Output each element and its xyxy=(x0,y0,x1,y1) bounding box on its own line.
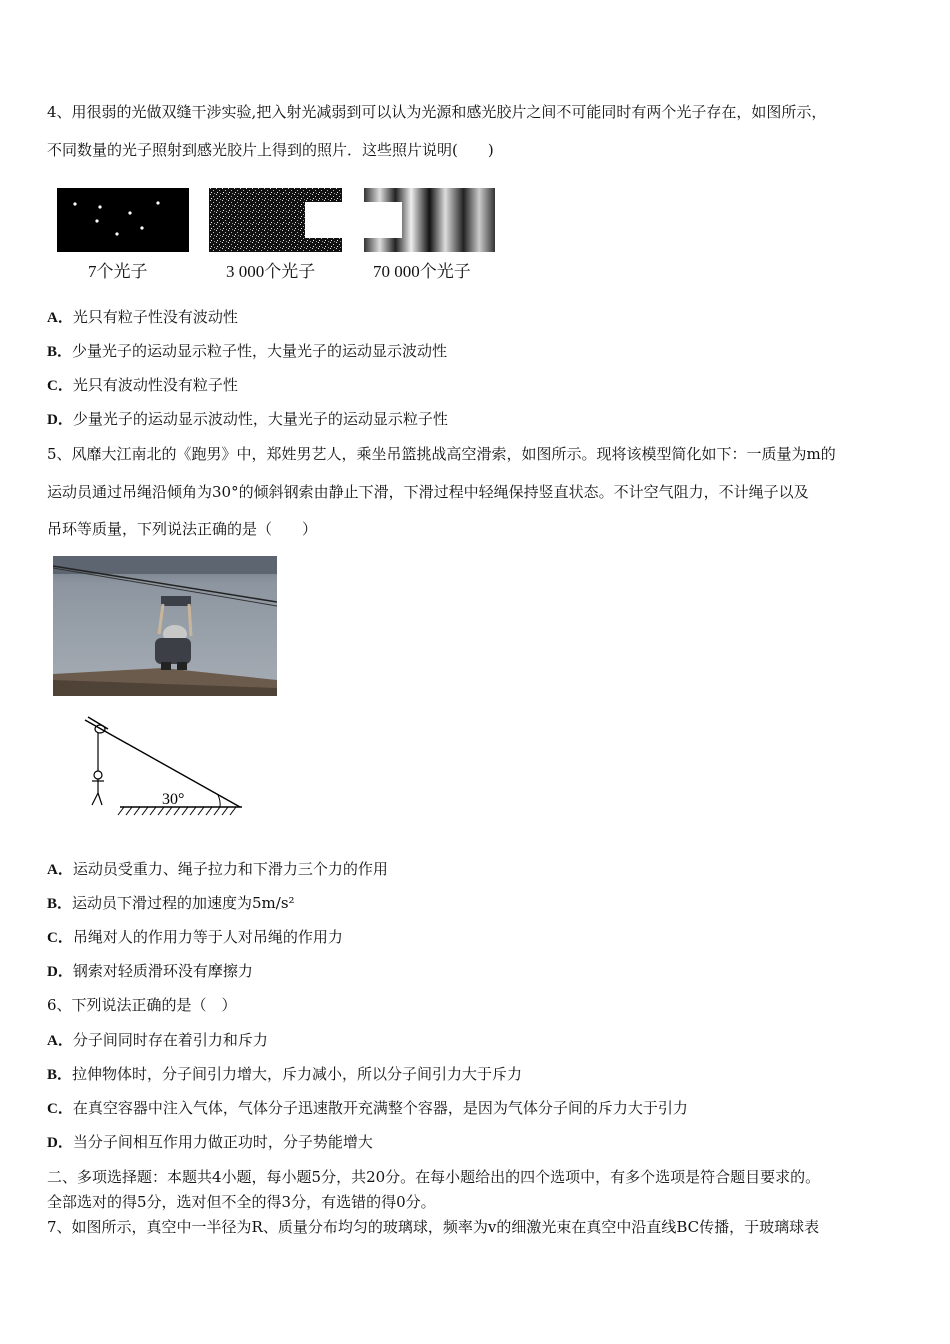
q4-option-d: D．少量光子的运动显示波动性，大量光子的运动显示粒子性 xyxy=(47,410,448,428)
caption-3000-photons: 3 000个光子 xyxy=(226,262,316,281)
angle-label: 30° xyxy=(162,791,185,808)
q6-option-a: A．分子间同时存在着引力和斥力 xyxy=(47,1031,268,1049)
q4-option-a: A．光只有粒子性没有波动性 xyxy=(47,308,238,326)
section2-heading-line2: 全部选对的得5分，选对但不全的得3分，有选错的得0分。 xyxy=(47,1193,436,1211)
q5-option-d: D．钢索对轻质滑环没有摩擦力 xyxy=(47,962,253,980)
q6-stem: 6、下列说法正确的是（ ） xyxy=(47,996,237,1014)
q5-option-c: C．吊绳对人的作用力等于人对吊绳的作用力 xyxy=(47,928,343,946)
photon-photo-70000 xyxy=(364,188,495,252)
section2-heading-line1: 二、多项选择题：本题共4小题，每小题5分，共20分。在每小题给出的四个选项中，有多个选项是符合题目要求的。 xyxy=(47,1168,821,1186)
q6-option-d: D．当分子间相互作用力做正功时，分子势能增大 xyxy=(47,1133,373,1151)
q5-stem-line1: 5、风靡大江南北的《跑男》中，郑姓男艺人，乘坐吊篮挑战高空滑索，如图所示。现将该模型简化如下：一质量为m的 xyxy=(47,445,836,463)
q6-option-c: C．在真空容器中注入气体，气体分子迅速散开充满整个容器，是因为气体分子间的斥力大于引力 xyxy=(47,1099,688,1117)
q7-stem-line1: 7、如图所示，真空中一半径为R、质量分布均匀的玻璃球，频率为v的细激光束在真空中沿直线BC传播，于玻璃球表 xyxy=(47,1218,820,1236)
zipline-diagram xyxy=(80,715,245,820)
q6-option-b: B．拉伸物体时，分子间引力增大，斥力减小，所以分子间引力大于斥力 xyxy=(47,1065,523,1083)
caption-7-photons: 7个光子 xyxy=(88,262,148,281)
q5-option-a: A．运动员受重力、绳子拉力和下滑力三个力的作用 xyxy=(47,860,388,878)
q4-option-b: B．少量光子的运动显示粒子性，大量光子的运动显示波动性 xyxy=(47,342,448,360)
ground-hatching xyxy=(118,807,236,815)
q4-option-c: C．光只有波动性没有粒子性 xyxy=(47,376,238,394)
q5-stem-line2: 运动员通过吊绳沿倾角为30°的倾斜钢索由静止下滑，下滑过程中轻绳保持竖直状态。不计空气阻力，不计绳子以及 xyxy=(47,483,809,501)
q5-option-b: B．运动员下滑过程的加速度为5m/s² xyxy=(47,894,295,912)
photon-photo-7 xyxy=(57,188,189,252)
q4-stem-line1: 4、用很弱的光做双缝干涉实验,把入射光减弱到可以认为光源和感光胶片之间不可能同时有两个光子存在，如图所示， xyxy=(47,103,827,121)
photon-photo-3000 xyxy=(209,188,342,252)
caption-70000-photons: 70 000个光子 xyxy=(373,262,471,281)
q4-stem-line2: 不同数量的光子照射到感光胶片上得到的照片．这些照片说明( ) xyxy=(47,141,494,159)
zipline-photo xyxy=(53,556,277,696)
q5-stem-line3: 吊环等质量，下列说法正确的是（ ） xyxy=(47,520,318,538)
